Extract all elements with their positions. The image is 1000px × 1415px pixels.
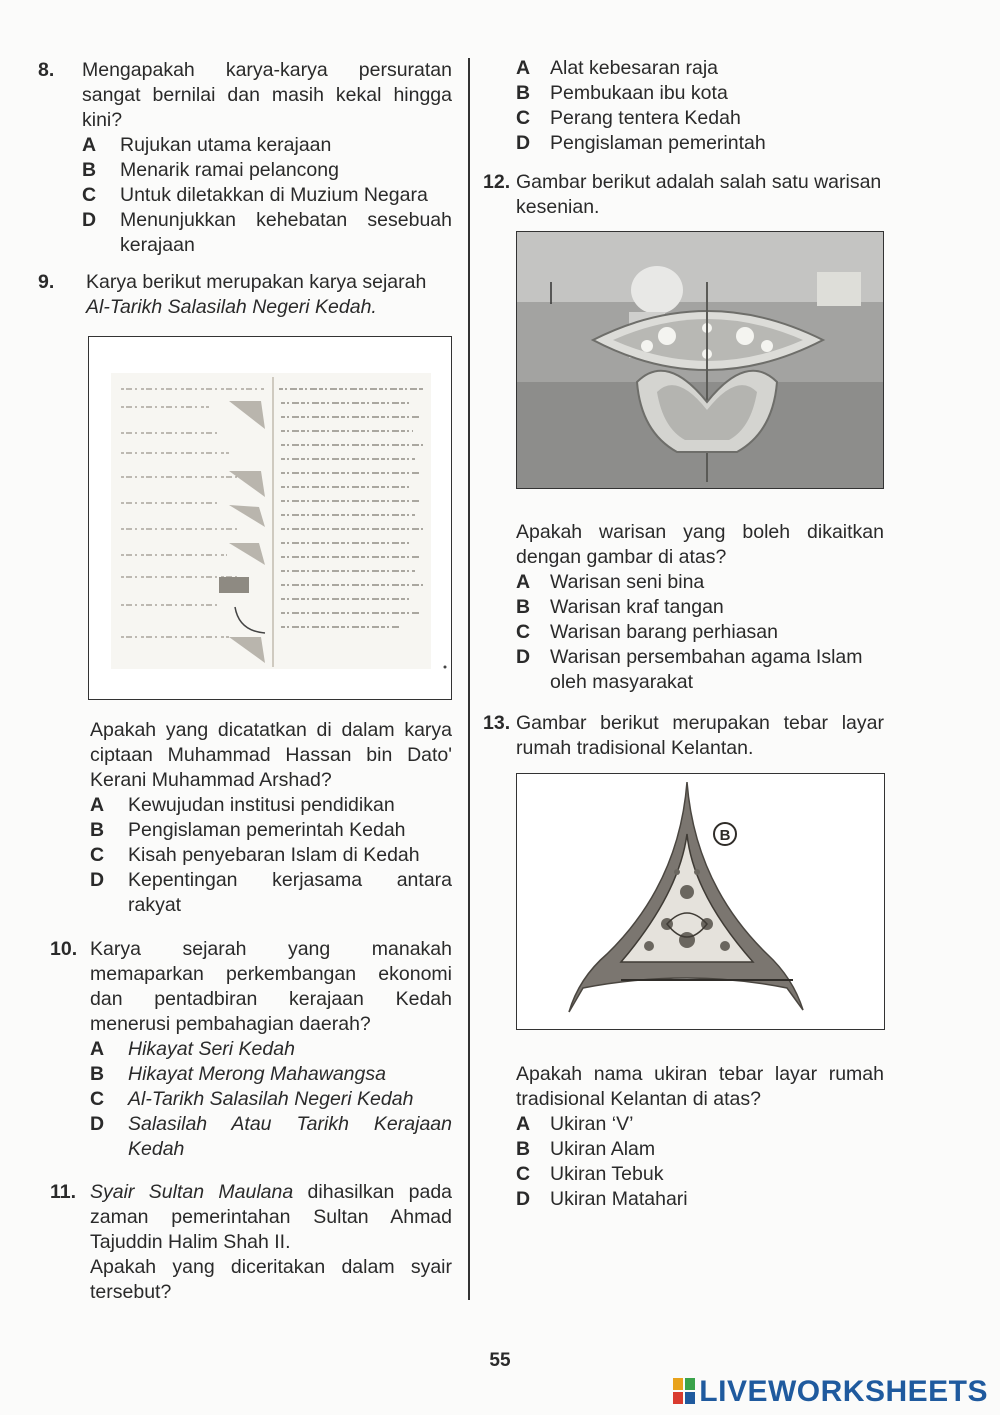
option-d[interactable]: D Salasilah Atau Tarikh Kerajaan Kedah — [90, 1113, 452, 1160]
figure-label: B — [719, 827, 731, 844]
question-8 — [38, 58, 452, 258]
question-number: 8. — [38, 59, 55, 81]
question-9-body — [38, 718, 452, 918]
option-b[interactable]: B Menarik ramai pelancong — [82, 159, 339, 181]
option-d[interactable]: D Kepentingan kerjasama antara rakyat — [90, 869, 452, 916]
option-b[interactable]: B Ukiran Alam — [516, 1138, 656, 1160]
syair-title: Syair Sultan Maulana — [90, 1181, 294, 1203]
page-number: 55 — [489, 1350, 511, 1371]
question-stem: Gambar berikut adalah salah satu warisan kesenian. — [516, 171, 882, 218]
option-b[interactable]: B Warisan kraf tangan — [516, 596, 724, 618]
question-stem: Syair Sultan Maulana dihasilkan pada zaman pemerintahan Sultan Ahmad Tajuddin Halim Shah II. — [90, 1181, 453, 1253]
option-d[interactable]: D Ukiran Matahari — [516, 1188, 688, 1210]
question-stem: Mengapakah karya-karya persuratan sangat bernilai dan masih kekal hingga kini? — [82, 59, 452, 131]
option-a[interactable]: A Ukiran ‘V’ — [516, 1113, 634, 1135]
question-text: Apakah warisan yang boleh dikaitkan dengan gambar di atas? — [516, 521, 884, 568]
liveworksheets-icon — [673, 1378, 695, 1404]
question-text: Apakah nama ukiran tebar layar rumah tradisional Kelantan di atas? — [516, 1063, 884, 1110]
liveworksheets-logo[interactable] — [673, 1375, 988, 1409]
option-c[interactable]: C Warisan barang perhiasan — [516, 621, 778, 643]
tebar-layar-figure — [516, 773, 885, 1030]
question-9 — [38, 270, 452, 320]
question-number: 10. — [50, 938, 78, 960]
option-a[interactable]: A Warisan seni bina — [516, 571, 705, 593]
question-number: 12. — [483, 171, 511, 193]
tebar-layar-image — [517, 774, 884, 1029]
question-stem: Karya sejarah yang manakah memaparkan perkembangan ekonomi dan pentadbiran kerajaan Kedah menerusi pembahagian daerah? — [90, 938, 452, 1035]
option-b[interactable]: B Hikayat Merong Mahawangsa — [90, 1063, 386, 1085]
question-12 — [480, 170, 884, 220]
question-stem: Gambar berikut merupakan tebar layar rumah tradisional Kelantan. — [516, 712, 884, 759]
manuscript-figure — [88, 336, 452, 700]
option-c[interactable]: C Kisah penyebaran Islam di Kedah — [90, 844, 420, 866]
option-d[interactable]: D Warisan persembahan agama Islam oleh masyarakat — [516, 646, 863, 693]
option-a[interactable]: A Rujukan utama kerajaan — [82, 134, 332, 156]
question-10 — [38, 937, 452, 1162]
option-d[interactable]: D Pengislaman pemerintah — [516, 132, 766, 154]
question-12-body — [516, 520, 884, 695]
option-b[interactable]: B Pembukaan ibu kota — [516, 82, 728, 104]
option-b[interactable]: B Pengislaman pemerintah Kedah — [90, 819, 406, 841]
option-c[interactable]: C Perang tentera Kedah — [516, 107, 741, 129]
question-number: 13. — [483, 712, 511, 734]
question-number: 9. — [38, 271, 55, 293]
manuscript-image — [89, 337, 451, 699]
option-c[interactable]: C Untuk diletakkan di Muzium Negara — [82, 184, 428, 206]
question-11-options — [516, 56, 884, 156]
question-11 — [38, 1180, 452, 1305]
question-number: 11. — [50, 1181, 77, 1203]
kite-photo — [517, 232, 883, 488]
question-13-body — [516, 1062, 884, 1212]
work-title: Al-Tarikh Salasilah Negeri Kedah. — [86, 296, 377, 318]
option-d[interactable]: D Menunjukkan kehebatan sesebuah kerajaan — [82, 209, 452, 256]
option-c[interactable]: C Al-Tarikh Salasilah Negeri Kedah — [90, 1088, 414, 1110]
option-c[interactable]: C Ukiran Tebuk — [516, 1163, 664, 1185]
question-stem: Karya berikut merupakan karya sejarah — [86, 271, 427, 293]
question-text: Apakah yang dicatatkan di dalam karya ciptaan Muhammad Hassan bin Dato' Kerani Muhammad Arshad? — [90, 719, 452, 791]
option-a[interactable]: A Kewujudan institusi pendidikan — [90, 794, 395, 816]
option-a[interactable]: A Alat kebesaran raja — [516, 57, 719, 79]
option-a[interactable]: A Hikayat Seri Kedah — [90, 1038, 295, 1060]
column-divider — [468, 58, 470, 1300]
kite-photo-figure — [516, 231, 884, 489]
question-13 — [480, 711, 884, 761]
brand-text: LIVEWORKSHEETS — [699, 1375, 988, 1408]
question-text: Apakah yang diceritakan dalam syair tersebut? — [90, 1256, 452, 1303]
